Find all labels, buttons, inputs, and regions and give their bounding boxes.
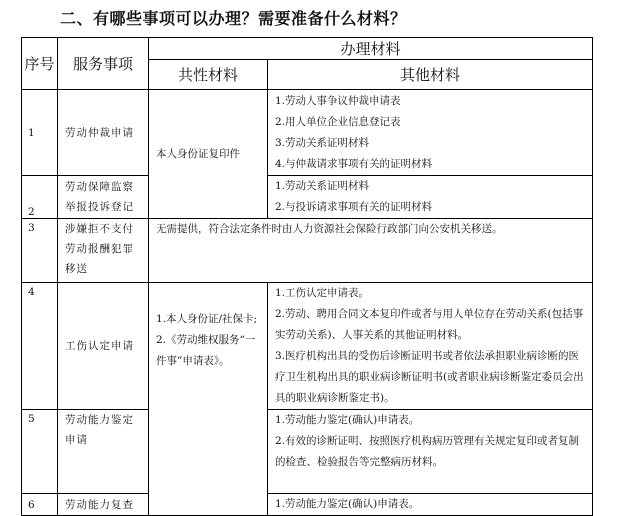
material-item: 1.劳动关系证明材料 xyxy=(275,180,370,192)
other-materials xyxy=(268,176,593,219)
common-materials-group-b xyxy=(149,283,268,516)
row-note: 无需提供，符合法定条件时由人力资源社会保险行政部门向公安机关移送。 xyxy=(149,219,593,283)
row-number: 2 xyxy=(22,176,58,219)
material-item: 1.本人身份证/社保卡; xyxy=(156,313,258,325)
row-number: 6 xyxy=(22,494,58,516)
common-materials-group-a: 本人身份证复印件 xyxy=(149,90,268,219)
service-name: 劳动保障监察举报投诉登记 xyxy=(58,176,149,219)
service-name: 涉嫌拒不支付劳动报酬犯罪移送 xyxy=(58,219,149,283)
row-number: 3 xyxy=(22,219,58,283)
row-number: 1 xyxy=(22,90,58,176)
table-row xyxy=(22,494,593,516)
row-number: 4 xyxy=(22,283,58,410)
material-item: 1.劳动能力鉴定(确认)申请表。 xyxy=(275,414,420,426)
header-common: 共性材料 xyxy=(149,60,268,90)
header-row-1 xyxy=(22,38,593,60)
other-materials xyxy=(268,90,593,176)
table-row xyxy=(22,219,593,283)
header-materials: 办理材料 xyxy=(149,38,593,60)
material-item: 1.劳动人事争议仲裁申请表 xyxy=(275,94,401,107)
section-heading: 二、有哪些事项可以办理？需要准备什么材料？ xyxy=(60,9,407,28)
service-name: 工伤认定申请 xyxy=(58,283,149,410)
service-name: 劳动仲裁申请 xyxy=(58,90,149,176)
header-other: 其他材料 xyxy=(268,60,593,90)
material-item: 2.《劳动维权服务“一件事”申请表》。 xyxy=(156,334,256,367)
service-name: 劳动能力鉴定申请 xyxy=(58,410,149,494)
header-service: 服务事项 xyxy=(58,38,149,90)
table-row xyxy=(22,410,593,494)
material-item: 3.劳动关系证明材料 xyxy=(275,136,370,149)
service-name: 劳动能力复查 xyxy=(58,494,149,516)
material-item: 2.用人单位企业信息登记表 xyxy=(275,115,401,128)
material-item: 2.有效的诊断证明、按照医疗机构病历管理有关规定复印或者复制的检查、检验报告等完整病历材料。 xyxy=(275,435,580,468)
table-row xyxy=(22,90,593,176)
material-item: 3.医疗机构出具的受伤后诊断证明书或者依法承担职业病诊断的医疗卫生机构出具的职业病诊断证明书(或者职业病诊断鉴定委员会出具的职业病诊断鉴定书)。 xyxy=(275,350,584,404)
row-number: 5 xyxy=(22,410,58,494)
table-row xyxy=(22,176,593,219)
material-item: 4.与仲裁请求事项有关的证明材料 xyxy=(275,157,433,170)
other-materials xyxy=(268,410,593,494)
other-materials xyxy=(268,494,593,516)
table-row xyxy=(22,283,593,410)
other-materials xyxy=(268,283,593,410)
material-item: 1.劳动能力鉴定(确认)申请表。 xyxy=(275,498,420,510)
header-seq: 序号 xyxy=(22,38,58,90)
material-item: 2.劳动、聘用合同文本复印件或者与用人单位存在劳动关系(包括事实劳动关系)、人事关系的其他证明材料。 xyxy=(275,308,584,341)
material-item: 1.工伤认定申请表。 xyxy=(275,287,370,299)
material-item: 2.与投诉请求事项有关的证明材料 xyxy=(275,201,433,213)
materials-table xyxy=(21,37,593,516)
